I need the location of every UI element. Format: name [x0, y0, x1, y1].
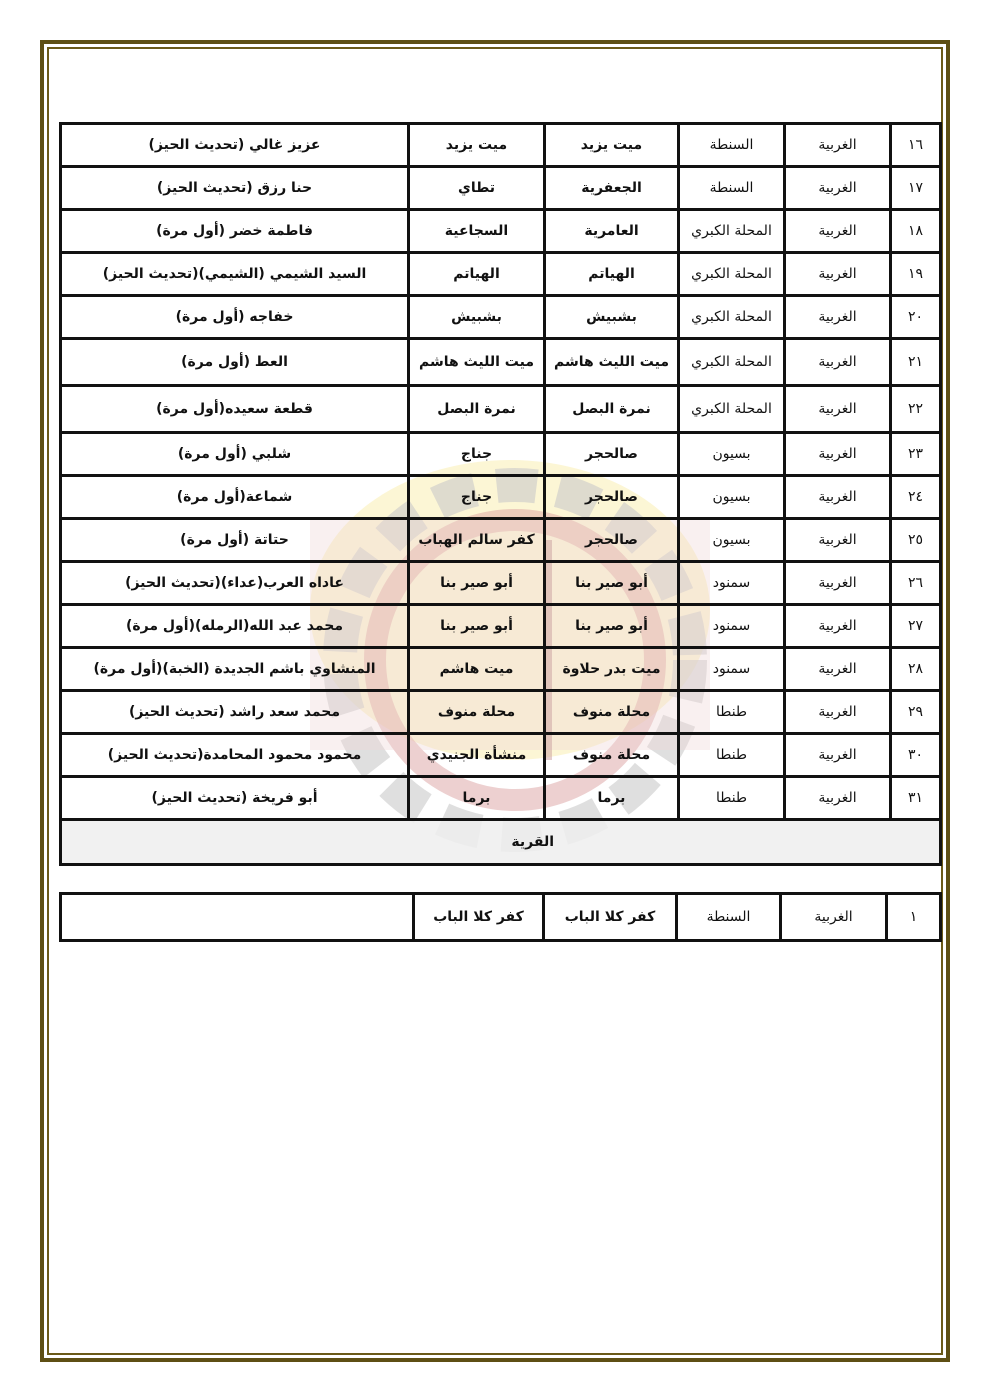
row-number: ٣١ — [891, 777, 941, 820]
row-number: ٢٦ — [891, 562, 941, 605]
name-status-cell: محمد عبد الله(الرمله)(أول مرة) — [61, 605, 409, 648]
row-number: ٢٧ — [891, 605, 941, 648]
row-number: ٢٨ — [891, 648, 941, 691]
local-unit-cell: الهياتم — [545, 253, 679, 296]
name-status-cell: خفاجه (أول مرة) — [61, 296, 409, 339]
row-number: ٢١ — [891, 339, 941, 386]
governorate-cell: الغربية — [785, 386, 891, 433]
governorate-cell: الغربية — [785, 777, 891, 820]
local-unit-cell: نمرة البصل — [545, 386, 679, 433]
row-number: ٢٩ — [891, 691, 941, 734]
row-number: ١٨ — [891, 210, 941, 253]
row-number: ٢٣ — [891, 433, 941, 476]
governorate-cell: الغربية — [785, 433, 891, 476]
row-number: ٢٠ — [891, 296, 941, 339]
village-section-table — [59, 892, 942, 942]
local-unit-cell: العامرية — [545, 210, 679, 253]
local-unit-cell: صالحجر — [545, 476, 679, 519]
local-unit-cell: الجعفرية — [545, 167, 679, 210]
governorate-cell: الغربية — [785, 605, 891, 648]
row-number: ١٦ — [891, 124, 941, 167]
governorate-cell: الغربية — [785, 339, 891, 386]
table-row — [61, 167, 941, 210]
local-unit-cell: أبو صير بنا — [545, 605, 679, 648]
center-cell: بسيون — [679, 476, 785, 519]
center-cell: سمنود — [679, 562, 785, 605]
governorate-cell: الغربية — [785, 167, 891, 210]
name-status-cell: قطعة سعيده(أول مرة) — [61, 386, 409, 433]
center-cell: سمنود — [679, 605, 785, 648]
local-unit-cell: صالحجر — [545, 519, 679, 562]
governorate-cell: الغربية — [785, 476, 891, 519]
village-cell: كفر سالم الهباب — [409, 519, 545, 562]
governorate-cell: الغربية — [785, 253, 891, 296]
name-status-cell: أبو فريخة (تحديث الحيز) — [61, 777, 409, 820]
village-cell: منشأة الجنيدي — [409, 734, 545, 777]
village-cell: الهياتم — [409, 253, 545, 296]
name-status-cell: محمود محمود المحامدة(تحديث الحيز) — [61, 734, 409, 777]
center-cell: بسيون — [679, 433, 785, 476]
table-row — [61, 648, 941, 691]
name-status-cell: السيد الشيمي (الشيمي)(تحديث الحيز) — [61, 253, 409, 296]
village-cell: ميت الليث هاشم — [409, 339, 545, 386]
village-cell: بشبيش — [409, 296, 545, 339]
table-row — [61, 296, 941, 339]
center-cell: المحلة الكبري — [679, 339, 785, 386]
name-status-cell: العط (أول مرة) — [61, 339, 409, 386]
table-row — [61, 734, 941, 777]
villages-table — [59, 122, 942, 866]
center-cell: طنطا — [679, 777, 785, 820]
center-cell: سمنود — [679, 648, 785, 691]
village-cell: تطاي — [409, 167, 545, 210]
name-status-cell: محمد سعد راشد (تحديث الحيز) — [61, 691, 409, 734]
local-unit-cell: أبو صير بنا — [545, 562, 679, 605]
name-status-cell: شماعة(أول مرة) — [61, 476, 409, 519]
village-cell: كفر كلا الباب — [414, 894, 544, 941]
governorate-cell: الغربية — [781, 894, 887, 941]
row-number: ٢٤ — [891, 476, 941, 519]
center-cell: طنطا — [679, 691, 785, 734]
table-row — [61, 210, 941, 253]
governorate-cell: الغربية — [785, 734, 891, 777]
village-cell: جناج — [409, 476, 545, 519]
table-row — [61, 386, 941, 433]
governorate-cell: الغربية — [785, 124, 891, 167]
center-cell: السنطة — [679, 124, 785, 167]
village-cell: السجاعية — [409, 210, 545, 253]
governorate-cell: الغربية — [785, 296, 891, 339]
local-unit-cell: كفر كلا الباب — [544, 894, 677, 941]
governorate-cell: الغربية — [785, 519, 891, 562]
section-header-row — [61, 820, 941, 865]
name-status-cell: فاطمة خضر (أول مرة) — [61, 210, 409, 253]
center-cell: السنطة — [679, 167, 785, 210]
center-cell: السنطة — [677, 894, 781, 941]
village-cell: نمرة البصل — [409, 386, 545, 433]
name-status-cell: عاداه العرب(عداء)(تحديث الحيز) — [61, 562, 409, 605]
governorate-cell: الغربية — [785, 648, 891, 691]
village-cell: أبو صير بنا — [409, 562, 545, 605]
village-cell: ميت هاشم — [409, 648, 545, 691]
name-status-cell: حنا رزق (تحديث الحيز) — [61, 167, 409, 210]
row-number: ٣٠ — [891, 734, 941, 777]
row-number: ٢٢ — [891, 386, 941, 433]
name-status-cell: عزيز غالي (تحديث الحيز) — [61, 124, 409, 167]
center-cell: المحلة الكبري — [679, 296, 785, 339]
row-number: ١ — [887, 894, 941, 941]
name-status-cell: المنشاوي باشم الجديدة (الخبة)(أول مرة) — [61, 648, 409, 691]
section-header: القرية — [61, 820, 941, 865]
local-unit-cell: ميت الليث هاشم — [545, 339, 679, 386]
governorate-cell: الغربية — [785, 691, 891, 734]
local-unit-cell: ميت بدر حلاوة — [545, 648, 679, 691]
village-cell: أبو صير بنا — [409, 605, 545, 648]
table-row — [61, 476, 941, 519]
village-cell: ميت يزيد — [409, 124, 545, 167]
table-row — [61, 562, 941, 605]
local-unit-cell: صالحجر — [545, 433, 679, 476]
row-number: ٢٥ — [891, 519, 941, 562]
table-row — [61, 777, 941, 820]
table-row — [61, 253, 941, 296]
local-unit-cell: محلة منوف — [545, 734, 679, 777]
local-unit-cell: بشبيش — [545, 296, 679, 339]
table-row — [61, 519, 941, 562]
center-cell: طنطا — [679, 734, 785, 777]
table-row — [61, 433, 941, 476]
center-cell: المحلة الكبري — [679, 253, 785, 296]
table-row — [61, 605, 941, 648]
local-unit-cell: برما — [545, 777, 679, 820]
center-cell: بسيون — [679, 519, 785, 562]
governorate-cell: الغربية — [785, 562, 891, 605]
table-row — [61, 894, 941, 941]
row-number: ١٩ — [891, 253, 941, 296]
table-row — [61, 691, 941, 734]
name-status-cell — [61, 894, 414, 941]
table-row — [61, 339, 941, 386]
name-status-cell: حتاتة (أول مرة) — [61, 519, 409, 562]
local-unit-cell: ميت يزيد — [545, 124, 679, 167]
village-cell: محلة منوف — [409, 691, 545, 734]
village-cell: برما — [409, 777, 545, 820]
center-cell: المحلة الكبري — [679, 210, 785, 253]
village-cell: جناج — [409, 433, 545, 476]
governorate-cell: الغربية — [785, 210, 891, 253]
row-number: ١٧ — [891, 167, 941, 210]
table-row — [61, 124, 941, 167]
name-status-cell: شلبي (أول مرة) — [61, 433, 409, 476]
center-cell: المحلة الكبري — [679, 386, 785, 433]
local-unit-cell: محلة منوف — [545, 691, 679, 734]
